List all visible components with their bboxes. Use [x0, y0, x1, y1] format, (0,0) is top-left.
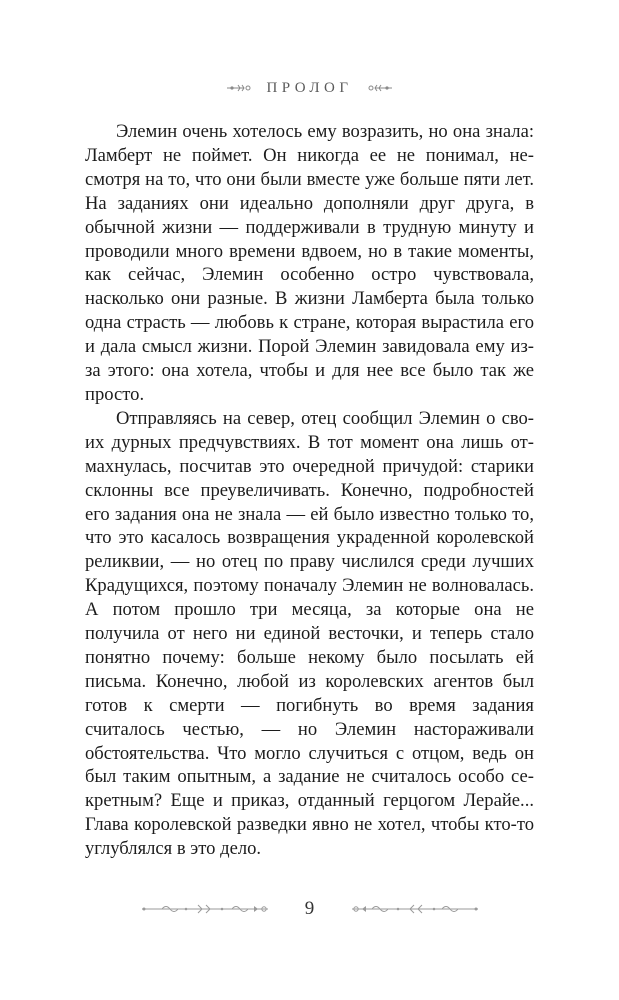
- paragraph-1: Элемин очень хотелось ему возразить, но она знала: Ламберт не поймет. Он никогда ее не понимал, несмотря на то, что они были вместе уже больше пяти лет. На заданиях они идеально дополняли друг друга, в обычной жизни — поддерживали в трудную минуту и проводили много времени вдвоем, но в такие моменты, как сейчас, Элемин особенно остро чувствовала, насколько они разные. В жизни Ламберта была только одна страсть — любовь к стране, которая вырастила его и дала смысл жизни. Порой Элемин завидовала ему из-за этого: она хотела, чтобы и для нее все было так же просто.: [85, 121, 534, 405]
- page-number: 9: [304, 898, 315, 919]
- page-footer: [0, 898, 619, 920]
- footer-left-vine-icon: [140, 902, 270, 916]
- footer-right-vine-icon: [350, 902, 480, 916]
- body-text: [85, 120, 534, 861]
- header-right-flourish-icon: [367, 83, 393, 93]
- chapter-title: ПРОЛОГ: [266, 79, 353, 96]
- paragraph-2: Отправляясь на север, отец сообщил Элемин о своих дурных предчувствиях. В тот момент она лишь отмахнулась, посчитав это очередной причудой: старики склонны все преувеличивать. Конечно, подробностей его задания она не знала — ей было известно только то, что это касалось возвращения украденной королевской реликвии, — но отец по праву числился среди лучших Крадущихся, поэтому поначалу Элемин не волновалась. А потом прошло три месяца, за которые она не получила от него ни единой весточки, и теперь стало понятно почему: больше некому было посылать ей письма. Конечно, любой из королевских агентов был готов к смерти — погибнуть во время задания считалось честью, — но Элемин настораживали обстоятельства. Что могло случиться с отцом, ведь он был таким опытным, а задание не считалось особо секретным? Еще и приказ, отданный герцогом Лерайе... Глава королевской разведки явно не хотел, чтобы кто-то углублялся в это дело.: [85, 407, 534, 860]
- running-header: [0, 76, 619, 100]
- header-left-flourish-icon: [226, 83, 252, 93]
